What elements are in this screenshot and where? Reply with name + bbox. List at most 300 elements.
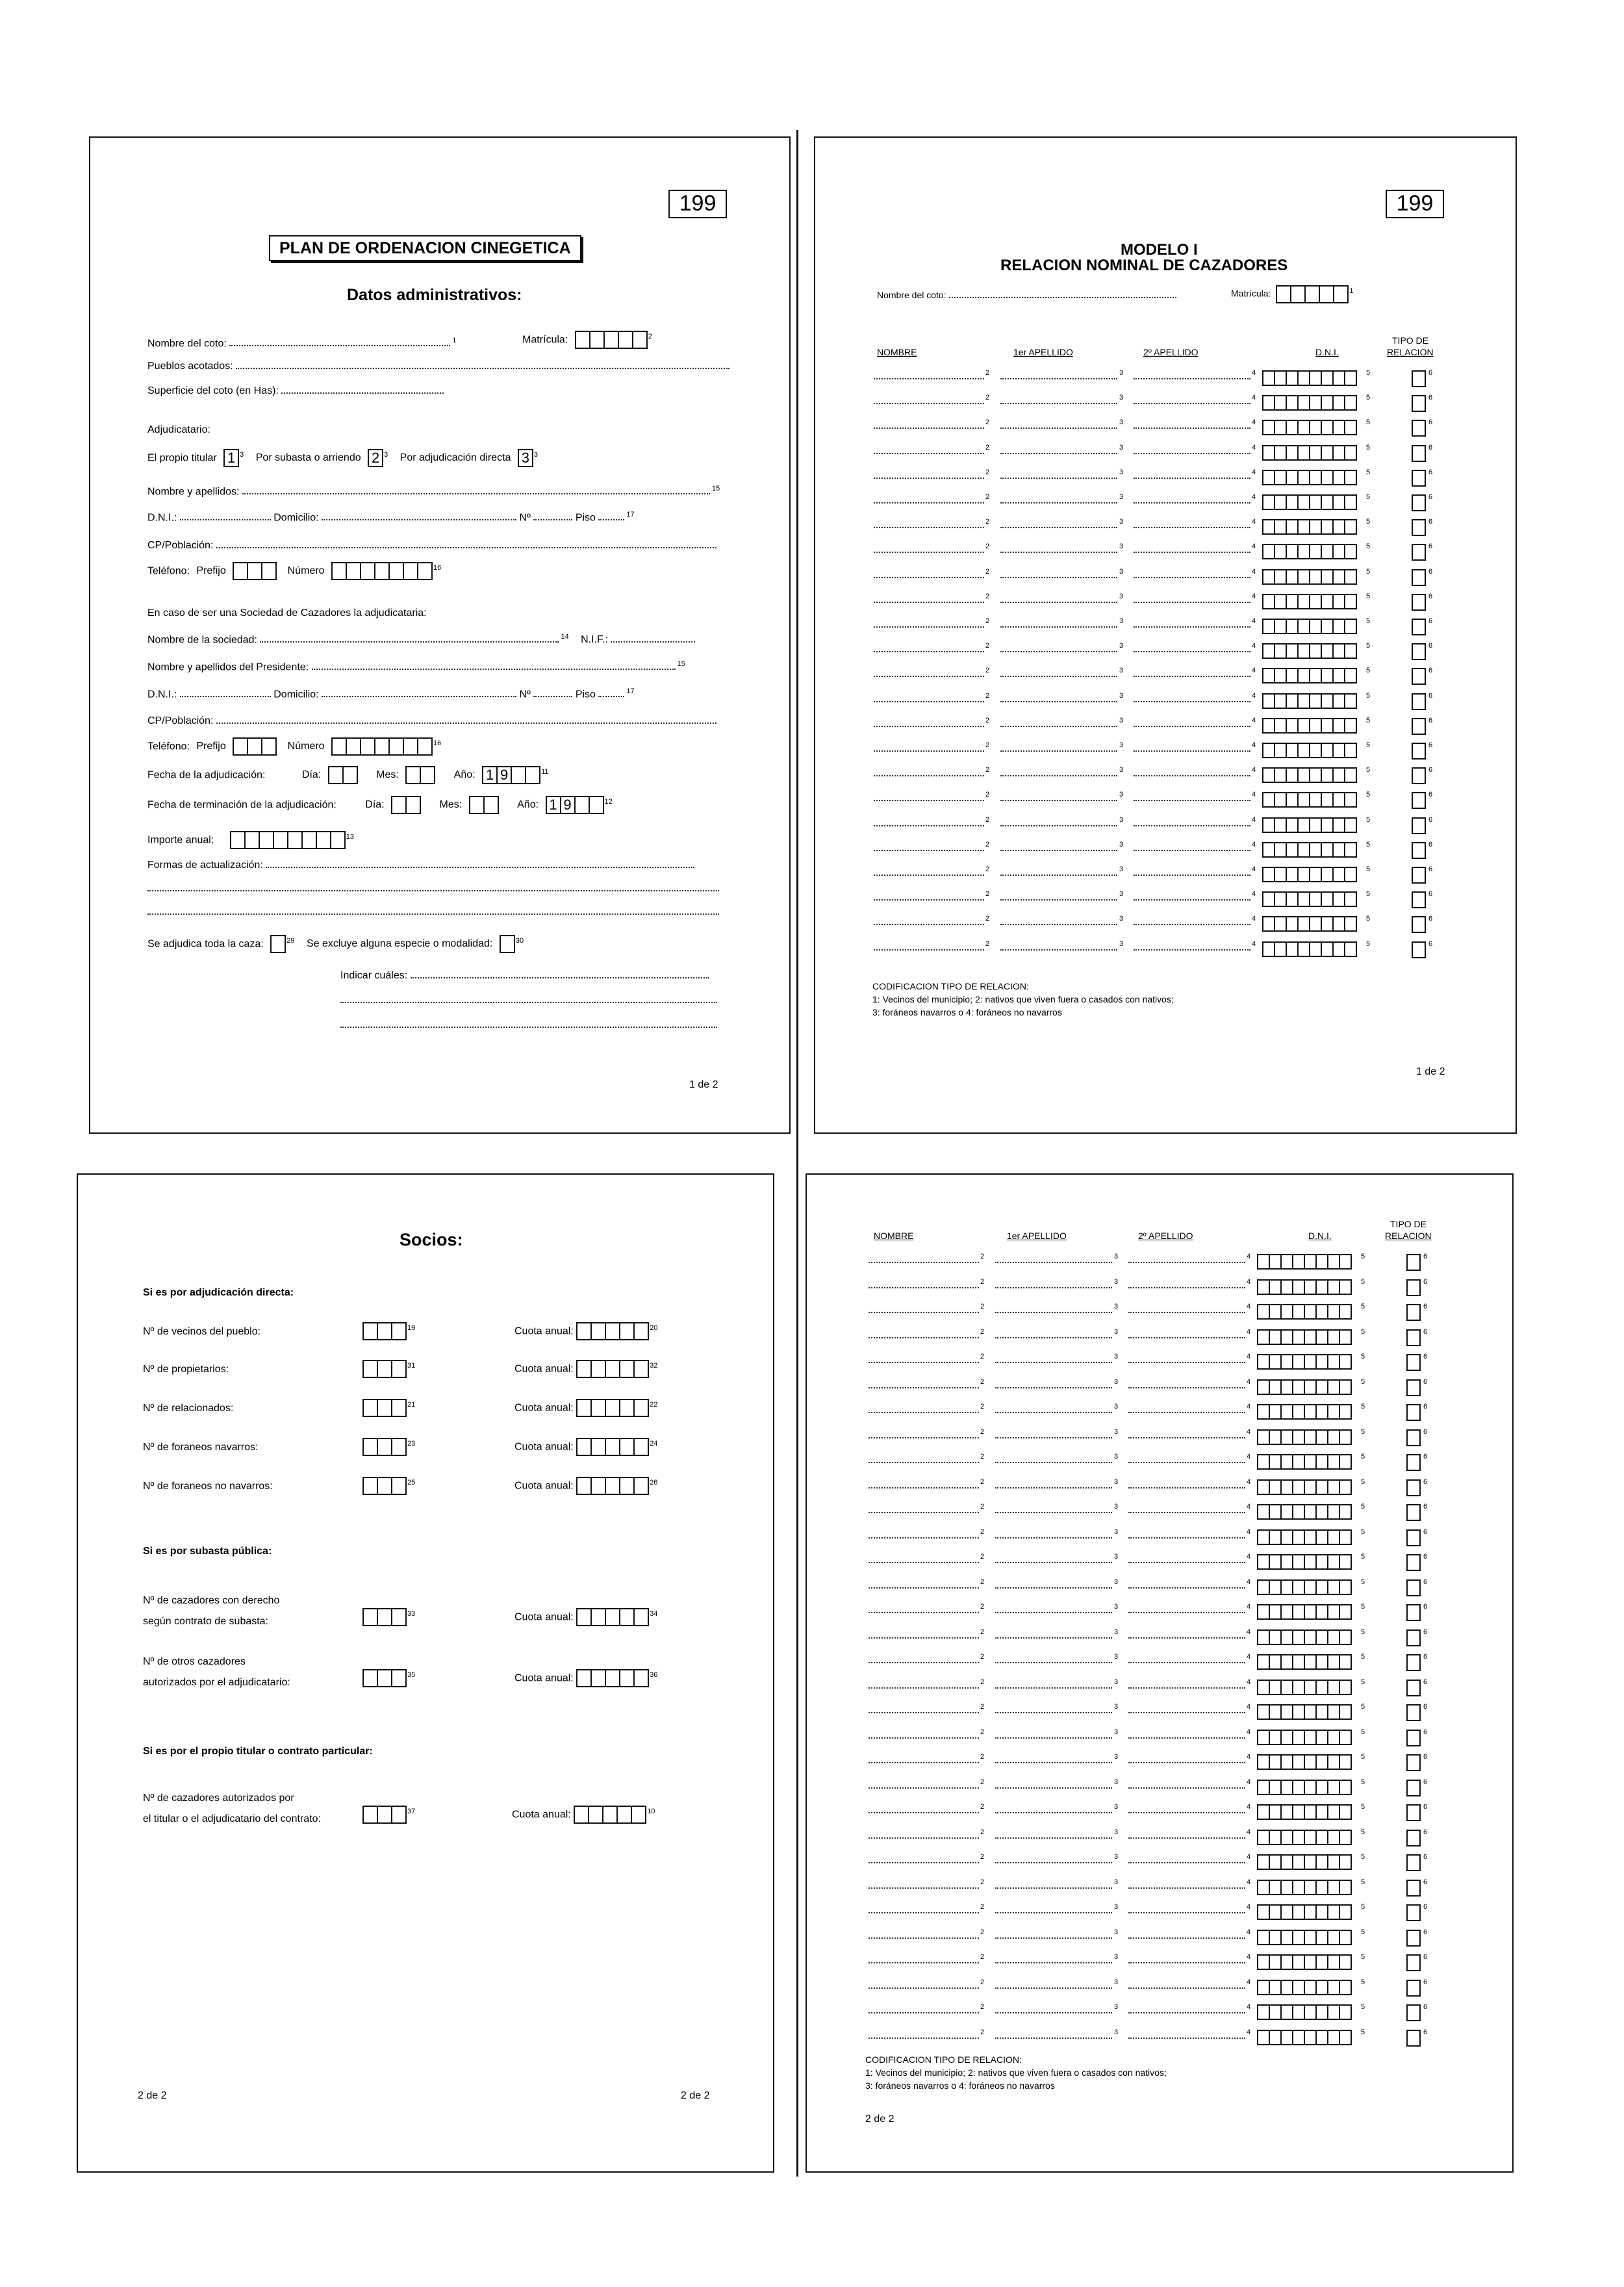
apellido1-field[interactable] bbox=[995, 1908, 1112, 1913]
dni-boxes[interactable] bbox=[1257, 1880, 1351, 1895]
apellido1-field[interactable] bbox=[995, 1658, 1112, 1663]
dni-boxes[interactable] bbox=[1257, 1904, 1351, 1920]
apellido2-field[interactable] bbox=[1134, 846, 1250, 851]
nombre-field[interactable] bbox=[869, 1608, 979, 1613]
tipo-relacion-box[interactable] bbox=[1406, 1830, 1421, 1846]
tipo-relacion-box[interactable] bbox=[1412, 693, 1426, 710]
nombre-field[interactable] bbox=[869, 1808, 979, 1813]
apellido2-field[interactable] bbox=[1128, 1358, 1245, 1363]
tipo-relacion-box[interactable] bbox=[1412, 594, 1426, 611]
nombre-field[interactable] bbox=[874, 622, 984, 628]
tipo-relacion-box[interactable] bbox=[1406, 1904, 1421, 1921]
tipo-relacion-box[interactable] bbox=[1406, 1529, 1421, 1546]
nombre-field[interactable] bbox=[869, 1583, 979, 1589]
tipo-relacion-box[interactable] bbox=[1412, 569, 1426, 586]
tipo-relacion-box[interactable] bbox=[1406, 1329, 1421, 1346]
nombre-field[interactable] bbox=[869, 1984, 979, 1989]
dni-boxes[interactable] bbox=[1262, 594, 1356, 609]
apellido1-field[interactable] bbox=[1000, 871, 1117, 876]
apellido2-field[interactable] bbox=[1128, 1884, 1245, 1889]
dni-boxes[interactable] bbox=[1257, 2030, 1351, 2045]
nombre-field[interactable] bbox=[869, 1858, 979, 1863]
apellido2-field[interactable] bbox=[1128, 1558, 1245, 1563]
dni-boxes[interactable] bbox=[1262, 470, 1356, 485]
apellido1-field[interactable] bbox=[1000, 747, 1117, 752]
nombre-field[interactable] bbox=[869, 1383, 979, 1388]
apellido2-field[interactable] bbox=[1134, 945, 1250, 951]
dni-boxes[interactable] bbox=[1257, 1854, 1351, 1870]
tipo-relacion-box[interactable] bbox=[1406, 1704, 1421, 1721]
tipo-relacion-box[interactable] bbox=[1412, 619, 1426, 635]
table-row bbox=[815, 914, 1517, 937]
nombre-field[interactable] bbox=[874, 895, 984, 901]
nombre-field[interactable] bbox=[869, 1884, 979, 1889]
tipo-relacion-box[interactable] bbox=[1412, 941, 1426, 958]
apellido1-field[interactable] bbox=[995, 1458, 1112, 1463]
dni-boxes[interactable] bbox=[1262, 693, 1356, 709]
nombre-field[interactable] bbox=[874, 945, 984, 951]
apellido1-field[interactable] bbox=[1000, 722, 1117, 727]
mark-2: 2 bbox=[985, 716, 990, 724]
apellido2-field[interactable] bbox=[1134, 374, 1250, 379]
option-2-box[interactable]: 2 bbox=[368, 449, 383, 467]
dni-boxes[interactable] bbox=[1257, 1780, 1351, 1795]
tipo-relacion-box[interactable] bbox=[1412, 470, 1426, 487]
dni-boxes[interactable] bbox=[1262, 842, 1356, 858]
nombre-field[interactable] bbox=[869, 1708, 979, 1713]
apellido2-field[interactable] bbox=[1128, 1984, 1245, 1989]
tipo-relacion-box[interactable] bbox=[1412, 767, 1426, 784]
apellido1-field[interactable] bbox=[995, 1533, 1112, 1539]
tipo-relacion-box[interactable] bbox=[1412, 792, 1426, 809]
apellido1-field[interactable] bbox=[995, 1683, 1112, 1689]
mark-5: 5 bbox=[1361, 1277, 1365, 1286]
apellido1-field[interactable] bbox=[1000, 374, 1117, 379]
apellido1-field[interactable] bbox=[995, 1358, 1112, 1363]
apellido2-field[interactable] bbox=[1134, 622, 1250, 628]
apellido2-field[interactable] bbox=[1128, 1608, 1245, 1613]
apellido1-field[interactable] bbox=[995, 1508, 1112, 1513]
dni-boxes[interactable] bbox=[1257, 1504, 1351, 1520]
dni-boxes[interactable] bbox=[1257, 1980, 1351, 1995]
dni-boxes[interactable] bbox=[1257, 1554, 1351, 1570]
apellido1-field[interactable] bbox=[1000, 821, 1117, 826]
nombre-field[interactable] bbox=[874, 697, 984, 702]
dni-boxes[interactable] bbox=[1262, 420, 1356, 435]
apellido2-field[interactable] bbox=[1128, 1733, 1245, 1739]
tipo-relacion-box[interactable] bbox=[1406, 1780, 1421, 1796]
tipo-relacion-box[interactable] bbox=[1406, 1579, 1421, 1596]
nombre-field[interactable] bbox=[874, 771, 984, 776]
apellido2-field[interactable] bbox=[1128, 1583, 1245, 1589]
nombre-field[interactable] bbox=[869, 1533, 979, 1539]
nombre-field[interactable] bbox=[869, 1758, 979, 1763]
tipo-relacion-box[interactable] bbox=[1406, 1954, 1421, 1971]
apellido1-field[interactable] bbox=[995, 1558, 1112, 1563]
nombre-field[interactable] bbox=[874, 821, 984, 826]
dni-boxes[interactable] bbox=[1257, 1304, 1351, 1320]
apellido1-field[interactable] bbox=[995, 1708, 1112, 1713]
nombre-field[interactable] bbox=[874, 399, 984, 404]
apellido2-field[interactable] bbox=[1134, 424, 1250, 429]
nombre-field[interactable] bbox=[869, 1558, 979, 1563]
tipo-relacion-box[interactable] bbox=[1412, 643, 1426, 660]
apellido2-field[interactable] bbox=[1134, 474, 1250, 479]
nombre-field[interactable] bbox=[874, 647, 984, 652]
dni-boxes[interactable] bbox=[1257, 1579, 1351, 1595]
apellido1-field[interactable] bbox=[1000, 424, 1117, 429]
apellido1-field[interactable] bbox=[1000, 647, 1117, 652]
apellido1-field[interactable] bbox=[995, 1808, 1112, 1813]
apellido1-field[interactable] bbox=[995, 1483, 1112, 1488]
nombre-field[interactable] bbox=[869, 1408, 979, 1413]
tipo-relacion-box[interactable] bbox=[1412, 842, 1426, 859]
dni-boxes[interactable] bbox=[1257, 1654, 1351, 1670]
nombre-field[interactable] bbox=[869, 1908, 979, 1913]
nombre-field[interactable] bbox=[874, 722, 984, 727]
apellido2-field[interactable] bbox=[1128, 1934, 1245, 1939]
apellido2-field[interactable] bbox=[1128, 1858, 1245, 1863]
dni-boxes[interactable] bbox=[1262, 395, 1356, 411]
apellido2-field[interactable] bbox=[1128, 1508, 1245, 1513]
tipo-relacion-box[interactable] bbox=[1412, 817, 1426, 834]
apellido2-field[interactable] bbox=[1128, 2008, 1245, 2013]
dni-boxes[interactable] bbox=[1262, 619, 1356, 634]
dni-boxes[interactable] bbox=[1257, 1830, 1351, 1845]
tipo-relacion-box[interactable] bbox=[1406, 1629, 1421, 1646]
apellido2-field[interactable] bbox=[1134, 598, 1250, 603]
tipo-relacion-box[interactable] bbox=[1412, 445, 1426, 462]
apellido2-field[interactable] bbox=[1128, 1633, 1245, 1639]
tipo-relacion-box[interactable] bbox=[1406, 1930, 1421, 1947]
apellido2-field[interactable] bbox=[1134, 449, 1250, 454]
dni-boxes[interactable] bbox=[1262, 941, 1356, 957]
apellido2-field[interactable] bbox=[1128, 1308, 1245, 1313]
apellido1-field[interactable] bbox=[995, 1333, 1112, 1338]
dni-boxes[interactable] bbox=[1257, 1529, 1351, 1545]
apellido2-field[interactable] bbox=[1128, 1708, 1245, 1713]
apellido2-field[interactable] bbox=[1128, 1808, 1245, 1813]
tipo-relacion-box[interactable] bbox=[1412, 395, 1426, 412]
tipo-relacion-box[interactable] bbox=[1406, 1379, 1421, 1396]
nombre-field[interactable] bbox=[869, 1934, 979, 1939]
nombre-field[interactable] bbox=[874, 573, 984, 578]
col-tipo-2: RELACION bbox=[1385, 1231, 1432, 1241]
apellido2-field[interactable] bbox=[1128, 1333, 1245, 1338]
tipo-relacion-box[interactable] bbox=[1412, 544, 1426, 561]
dni-boxes[interactable] bbox=[1257, 1404, 1351, 1420]
apellido1-field[interactable] bbox=[995, 1833, 1112, 1839]
apellido2-field[interactable] bbox=[1128, 2034, 1245, 2039]
apellido1-field[interactable] bbox=[1000, 622, 1117, 628]
apellido2-field[interactable] bbox=[1128, 1283, 1245, 1288]
dni-boxes[interactable] bbox=[1262, 370, 1356, 386]
apellido1-field[interactable] bbox=[1000, 474, 1117, 479]
apellido2-field[interactable] bbox=[1134, 548, 1250, 553]
mark-3: 3 bbox=[1114, 1653, 1119, 1661]
tipo-relacion-box[interactable] bbox=[1412, 743, 1426, 760]
tipo-relacion-box[interactable] bbox=[1406, 1804, 1421, 1821]
nombre-field[interactable] bbox=[869, 1658, 979, 1663]
apellido1-field[interactable] bbox=[995, 1934, 1112, 1939]
apellido1-field[interactable] bbox=[1000, 846, 1117, 851]
dni-boxes[interactable] bbox=[1257, 1754, 1351, 1770]
apellido2-field[interactable] bbox=[1134, 672, 1250, 677]
tipo-relacion-box[interactable] bbox=[1412, 519, 1426, 536]
tipo-relacion-box[interactable] bbox=[1412, 891, 1426, 908]
apellido2-field[interactable] bbox=[1134, 399, 1250, 404]
dni-boxes[interactable] bbox=[1262, 792, 1356, 808]
nombre-field[interactable] bbox=[869, 1733, 979, 1739]
tipo-relacion-box[interactable] bbox=[1412, 916, 1426, 933]
nombre-field[interactable] bbox=[869, 1258, 979, 1263]
apellido1-field[interactable] bbox=[1000, 573, 1117, 578]
nombre-field[interactable] bbox=[869, 1958, 979, 1963]
tipo-relacion-box[interactable] bbox=[1406, 1479, 1421, 1496]
apellido1-field[interactable] bbox=[1000, 598, 1117, 603]
option-1-box[interactable]: 1 bbox=[223, 449, 239, 467]
tipo-relacion-box[interactable] bbox=[1406, 1454, 1421, 1471]
apellido1-field[interactable] bbox=[1000, 672, 1117, 677]
tipo-relacion-box[interactable] bbox=[1406, 1429, 1421, 1446]
tipo-relacion-box[interactable] bbox=[1406, 1304, 1421, 1321]
apellido2-field[interactable] bbox=[1134, 920, 1250, 925]
dni-boxes[interactable] bbox=[1262, 891, 1356, 907]
nombre-field[interactable] bbox=[874, 796, 984, 801]
apellido2-field[interactable] bbox=[1134, 722, 1250, 727]
apellido1-field[interactable] bbox=[1000, 399, 1117, 404]
apellido1-field[interactable] bbox=[995, 1633, 1112, 1639]
apellido1-field[interactable] bbox=[995, 1758, 1112, 1763]
tipo-relacion-box[interactable] bbox=[1406, 1854, 1421, 1871]
apellido1-field[interactable] bbox=[1000, 697, 1117, 702]
mark-5: 5 bbox=[1361, 1578, 1365, 1586]
dni-boxes[interactable] bbox=[1262, 544, 1356, 559]
dni-boxes[interactable] bbox=[1257, 1354, 1351, 1370]
tipo-relacion-box[interactable] bbox=[1406, 2004, 1421, 2021]
tipo-relacion-box[interactable] bbox=[1406, 2030, 1421, 2047]
apellido1-field[interactable] bbox=[995, 1308, 1112, 1313]
tipo-relacion-box[interactable] bbox=[1406, 1279, 1421, 1296]
dni-boxes[interactable] bbox=[1257, 1629, 1351, 1645]
tipo-relacion-box[interactable] bbox=[1406, 1654, 1421, 1671]
apellido2-field[interactable] bbox=[1134, 498, 1250, 504]
nombre-field[interactable] bbox=[869, 1358, 979, 1363]
option-3-box[interactable]: 3 bbox=[518, 449, 533, 467]
apellido2-field[interactable] bbox=[1128, 1783, 1245, 1789]
apellido2-field[interactable] bbox=[1128, 1258, 1245, 1263]
dni-boxes[interactable] bbox=[1257, 1704, 1351, 1720]
mark-5: 5 bbox=[1366, 915, 1371, 923]
apellido2-field[interactable] bbox=[1134, 821, 1250, 826]
apellido1-field[interactable] bbox=[995, 1383, 1112, 1388]
dni-boxes[interactable] bbox=[1257, 1479, 1351, 1495]
nombre-field[interactable] bbox=[874, 498, 984, 504]
apellido1-field[interactable] bbox=[995, 2008, 1112, 2013]
tipo-relacion-box[interactable] bbox=[1406, 1680, 1421, 1696]
mark-6: 6 bbox=[1423, 1853, 1428, 1861]
dni-boxes[interactable] bbox=[1262, 445, 1356, 461]
nombre-field[interactable] bbox=[869, 2008, 979, 2013]
tipo-relacion-box[interactable] bbox=[1406, 1554, 1421, 1571]
apellido1-field[interactable] bbox=[1000, 449, 1117, 454]
dni-boxes[interactable] bbox=[1262, 767, 1356, 783]
tipo-relacion-box[interactable] bbox=[1406, 1354, 1421, 1371]
tipo-relacion-box[interactable] bbox=[1412, 370, 1426, 387]
apellido1-field[interactable] bbox=[995, 1433, 1112, 1438]
nombre-field[interactable] bbox=[869, 1333, 979, 1338]
dni-boxes[interactable] bbox=[1262, 494, 1356, 510]
mark-2: 2 bbox=[980, 1953, 985, 1961]
nombre-field[interactable] bbox=[869, 1633, 979, 1639]
dni-boxes[interactable] bbox=[1262, 519, 1356, 535]
dni-boxes[interactable] bbox=[1257, 1604, 1351, 1620]
tipo-relacion-box[interactable] bbox=[1412, 494, 1426, 511]
apellido1-field[interactable] bbox=[995, 1608, 1112, 1613]
tipo-relacion-box[interactable] bbox=[1406, 1730, 1421, 1746]
tipo-relacion-box[interactable] bbox=[1406, 1604, 1421, 1621]
dni-boxes[interactable] bbox=[1262, 916, 1356, 932]
field-matricula: Matrícula: $^2$ bbox=[522, 330, 652, 349]
apellido1-field[interactable] bbox=[995, 1283, 1112, 1288]
apellido2-field[interactable] bbox=[1134, 747, 1250, 752]
apellido2-field[interactable] bbox=[1128, 1383, 1245, 1388]
nombre-field[interactable] bbox=[869, 1683, 979, 1689]
nombre-field[interactable] bbox=[869, 1833, 979, 1839]
apellido2-field[interactable] bbox=[1134, 771, 1250, 776]
tipo-relacion-box[interactable] bbox=[1406, 1980, 1421, 1997]
apellido2-field[interactable] bbox=[1134, 796, 1250, 801]
apellido2-field[interactable] bbox=[1134, 871, 1250, 876]
tipo-relacion-box[interactable] bbox=[1406, 1880, 1421, 1897]
apellido2-field[interactable] bbox=[1134, 523, 1250, 528]
apellido2-field[interactable] bbox=[1128, 1683, 1245, 1689]
dni-boxes[interactable] bbox=[1257, 1454, 1351, 1470]
apellido2-field[interactable] bbox=[1128, 1483, 1245, 1488]
nombre-field[interactable] bbox=[869, 1283, 979, 1288]
apellido2-field[interactable] bbox=[1134, 895, 1250, 901]
dni-boxes[interactable] bbox=[1257, 1804, 1351, 1820]
apellido2-field[interactable] bbox=[1128, 1758, 1245, 1763]
tipo-relacion-box[interactable] bbox=[1406, 1404, 1421, 1421]
dni-boxes[interactable] bbox=[1257, 2004, 1351, 2020]
apellido1-field[interactable] bbox=[1000, 771, 1117, 776]
apellido1-field[interactable] bbox=[995, 2034, 1112, 2039]
nombre-field[interactable] bbox=[874, 846, 984, 851]
dni-boxes[interactable] bbox=[1262, 643, 1356, 659]
apellido2-field[interactable] bbox=[1128, 1658, 1245, 1663]
mark-5: 5 bbox=[1366, 691, 1371, 700]
nombre-field[interactable] bbox=[874, 747, 984, 752]
nombre-field[interactable] bbox=[874, 598, 984, 603]
nombre-field[interactable] bbox=[874, 548, 984, 553]
apellido2-field[interactable] bbox=[1128, 1533, 1245, 1539]
apellido2-field[interactable] bbox=[1134, 697, 1250, 702]
nombre-field[interactable] bbox=[874, 920, 984, 925]
dni-boxes[interactable] bbox=[1262, 718, 1356, 734]
dni-boxes[interactable] bbox=[1257, 1254, 1351, 1270]
dni-boxes[interactable] bbox=[1262, 817, 1356, 833]
apellido2-field[interactable] bbox=[1128, 1458, 1245, 1463]
dni-boxes[interactable] bbox=[1262, 569, 1356, 585]
nombre-field[interactable] bbox=[869, 1433, 979, 1438]
tipo-relacion-box[interactable] bbox=[1412, 420, 1426, 437]
apellido1-field[interactable] bbox=[995, 1258, 1112, 1263]
apellido2-field[interactable] bbox=[1128, 1408, 1245, 1413]
dni-boxes[interactable] bbox=[1257, 1429, 1351, 1445]
dni-boxes[interactable] bbox=[1257, 1930, 1351, 1945]
nombre-field[interactable] bbox=[874, 374, 984, 379]
apellido1-field[interactable] bbox=[995, 1408, 1112, 1413]
nombre-field[interactable] bbox=[869, 2034, 979, 2039]
dni-boxes[interactable] bbox=[1257, 1279, 1351, 1295]
apellido1-field[interactable] bbox=[995, 1783, 1112, 1789]
tipo-relacion-box[interactable] bbox=[1412, 867, 1426, 884]
nombre-field[interactable] bbox=[869, 1308, 979, 1313]
tipo-relacion-box[interactable] bbox=[1412, 718, 1426, 735]
tipo-relacion-box[interactable] bbox=[1412, 668, 1426, 685]
apellido1-field[interactable] bbox=[995, 1858, 1112, 1863]
apellido1-field[interactable] bbox=[1000, 895, 1117, 901]
apellido2-field[interactable] bbox=[1128, 1958, 1245, 1963]
apellido2-field[interactable] bbox=[1134, 647, 1250, 652]
dni-boxes[interactable] bbox=[1257, 1730, 1351, 1745]
mark-3: 3 bbox=[1119, 667, 1124, 675]
mark-5: 5 bbox=[1366, 443, 1371, 452]
nombre-field[interactable] bbox=[869, 1508, 979, 1513]
apellido1-field[interactable] bbox=[995, 1733, 1112, 1739]
nombre-field[interactable] bbox=[874, 871, 984, 876]
apellido2-field[interactable] bbox=[1128, 1908, 1245, 1913]
dni-boxes[interactable] bbox=[1262, 743, 1356, 758]
nombre-field[interactable] bbox=[874, 474, 984, 479]
apellido1-field[interactable] bbox=[995, 1583, 1112, 1589]
apellido1-field[interactable] bbox=[1000, 796, 1117, 801]
tipo-relacion-box[interactable] bbox=[1406, 1504, 1421, 1521]
apellido2-field[interactable] bbox=[1128, 1833, 1245, 1839]
mark-4: 4 bbox=[1247, 1553, 1251, 1561]
nombre-field[interactable] bbox=[874, 449, 984, 454]
apellido1-field[interactable] bbox=[1000, 945, 1117, 951]
nombre-field[interactable] bbox=[874, 672, 984, 677]
tipo-relacion-box[interactable] bbox=[1406, 1254, 1421, 1271]
page-datos-administrativos bbox=[89, 136, 791, 1134]
socios-title: Socios: bbox=[400, 1230, 463, 1249]
nombre-field[interactable] bbox=[869, 1458, 979, 1463]
nombre-field[interactable] bbox=[869, 1483, 979, 1488]
tipo-relacion-box[interactable] bbox=[1406, 1754, 1421, 1771]
apellido1-field[interactable] bbox=[1000, 498, 1117, 504]
apellido2-field[interactable] bbox=[1128, 1433, 1245, 1438]
dni-boxes[interactable] bbox=[1262, 668, 1356, 684]
nombre-field[interactable] bbox=[874, 424, 984, 429]
dni-boxes[interactable] bbox=[1262, 867, 1356, 882]
nombre-field[interactable] bbox=[869, 1783, 979, 1789]
dni-boxes[interactable] bbox=[1257, 1379, 1351, 1395]
dni-boxes[interactable] bbox=[1257, 1954, 1351, 1970]
apellido1-field[interactable] bbox=[995, 1984, 1112, 1989]
apellido1-field[interactable] bbox=[995, 1884, 1112, 1889]
dni-boxes[interactable] bbox=[1257, 1329, 1351, 1345]
apellido1-field[interactable] bbox=[1000, 548, 1117, 553]
dni-boxes[interactable] bbox=[1257, 1680, 1351, 1695]
apellido2-field[interactable] bbox=[1134, 573, 1250, 578]
apellido1-field[interactable] bbox=[1000, 920, 1117, 925]
mark-6: 6 bbox=[1423, 1653, 1428, 1661]
apellido1-field[interactable] bbox=[995, 1958, 1112, 1963]
apellido1-field[interactable] bbox=[1000, 523, 1117, 528]
nombre-field[interactable] bbox=[874, 523, 984, 528]
